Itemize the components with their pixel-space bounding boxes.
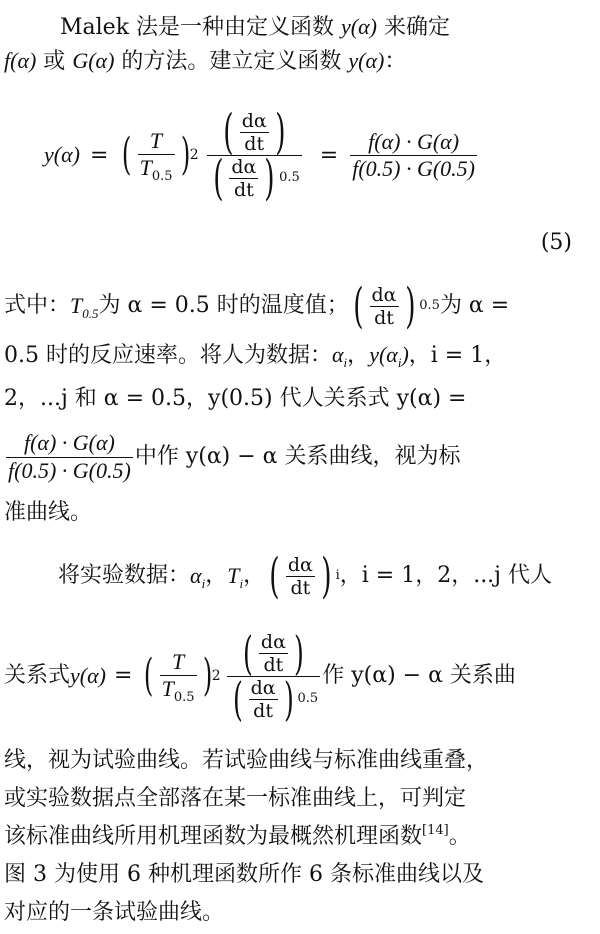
para3-line4 xyxy=(0,784,600,814)
para2-line1 xyxy=(0,278,600,334)
text: ： xyxy=(384,49,407,74)
para3-line1: 将实验数据： $\alpha_i$ ， $T_i$ ， ( $\frac{d\alpha}{dt}$ ) i ，i = 1，2，...j 代人 xyxy=(58,548,552,604)
denominator xyxy=(138,155,175,182)
rate-i: ( $\frac{d\alpha}{dt}$ ) i xyxy=(269,548,340,604)
text: 或 xyxy=(36,49,73,74)
text: 准曲线。 xyxy=(4,500,93,525)
math-T05: $T_{0.5}$ xyxy=(70,293,99,321)
para2-line2: 0.5 时的反应速率。将人为数据：$\alpha_i$，$y(\alpha_i)$，i = 1， xyxy=(4,342,507,370)
para2-line5 xyxy=(0,498,600,528)
text: 为 α = 0.5 时的温度值； xyxy=(98,293,349,318)
text: 2，...j 和 α = 0.5，y(0.5) 代人关系式 y(α) = xyxy=(4,386,467,411)
math-y-alpha-i: $y(\alpha_i)$ xyxy=(369,342,409,370)
text: Malek 法是一种由定义函数 xyxy=(60,15,342,40)
text: 。 xyxy=(448,824,471,849)
rhs-fraction xyxy=(350,129,477,182)
text: 该标准曲线所用机理函数为最概然机理函数 xyxy=(4,824,423,849)
d-alpha: dα xyxy=(241,109,267,132)
text: 来确定 xyxy=(377,15,450,40)
dt: dt xyxy=(244,132,265,155)
exponent: 2 xyxy=(189,147,199,163)
para3-line7 xyxy=(0,898,600,928)
text: 对应的一条试验曲线。 xyxy=(4,900,225,925)
T: T xyxy=(139,155,152,180)
paren-group xyxy=(118,128,198,182)
T-ratio xyxy=(138,128,175,182)
right-paren: ) xyxy=(180,129,190,180)
math-y-alpha: y(α) xyxy=(341,14,377,39)
denominator: ( $\frac{d\alpha}{dt}$ ) 0.5 xyxy=(212,150,300,206)
numerator: T xyxy=(149,128,163,153)
equals: = xyxy=(89,142,109,168)
text: 式中： xyxy=(4,293,71,318)
text: 作 y(α) − α 关系曲 xyxy=(322,663,516,688)
text: 中作 y(α) − α 关系曲线，视为标 xyxy=(134,444,461,469)
equation-number: (5) xyxy=(540,230,572,255)
text: 或实验数据点全部落在某一标准曲线上，可判定 xyxy=(4,786,467,811)
math-y-alpha: y(α) xyxy=(348,48,385,73)
math-G-alpha: G(α) xyxy=(72,48,115,73)
text: 0.5 时的反应速率。将人为数据： xyxy=(4,343,332,368)
left-paren: ( xyxy=(122,129,132,180)
denominator: f(0.5) · G(0.5) xyxy=(352,155,476,181)
para3-line5 xyxy=(0,822,600,852)
d-alpha: dα xyxy=(231,155,257,178)
para1-line2 xyxy=(0,46,600,77)
text: 的方法。建立定义函数 xyxy=(114,49,349,74)
text: 将实验数据： xyxy=(58,563,191,588)
para1-line1 xyxy=(0,12,600,43)
dt: dt xyxy=(233,178,254,201)
text: 图 3 为使用 6 种机理函数所作 6 条标准曲线以及 xyxy=(4,862,484,887)
math-f-alpha: f(α) xyxy=(4,48,37,73)
numerator: ( $\frac{d\alpha}{dt}$ ) xyxy=(223,104,286,160)
text: 线，视为试验曲线。若试验曲线与标准曲线重叠， xyxy=(4,748,489,773)
text: ，i = 1，2，...j 代人 xyxy=(339,563,552,588)
citation: [14] xyxy=(422,823,449,838)
para3-line2: 关系式 y(α) = ( $\frac{T}{T_{0.5}}$ ) 2 ( $\frac{d\alpha}{dt}$ ) ( $\frac{d\alpha}{dt}$ ) 0.5 作 y(α) − α 关系曲 xyxy=(4,626,516,726)
subscript: 0.5 xyxy=(151,169,173,184)
text: ，i = 1， xyxy=(408,343,507,368)
equals: = xyxy=(319,142,339,168)
para3-line3 xyxy=(0,746,600,776)
equation-5 xyxy=(0,90,600,220)
inline-rhs-fraction: $\frac{f(\alpha) \cdot G(\alpha)}{f(0.5) \cdot G(0.5)}$ xyxy=(8,429,131,483)
para3-line6 xyxy=(0,860,600,890)
text: 关系式 xyxy=(4,663,71,688)
para2-line4 xyxy=(0,424,600,490)
numerator: f(α) · G(α) xyxy=(368,128,460,154)
rate-ratio xyxy=(207,104,302,206)
text: 为 α = xyxy=(439,293,510,318)
rate-at-05: ( $\frac{d\alpha}{dt}$ ) 0.5 xyxy=(352,278,440,334)
eq-lhs: y(α) xyxy=(44,142,80,167)
para2-line3 xyxy=(0,384,600,414)
math-alpha-i: $\alpha_i$ xyxy=(331,342,348,370)
